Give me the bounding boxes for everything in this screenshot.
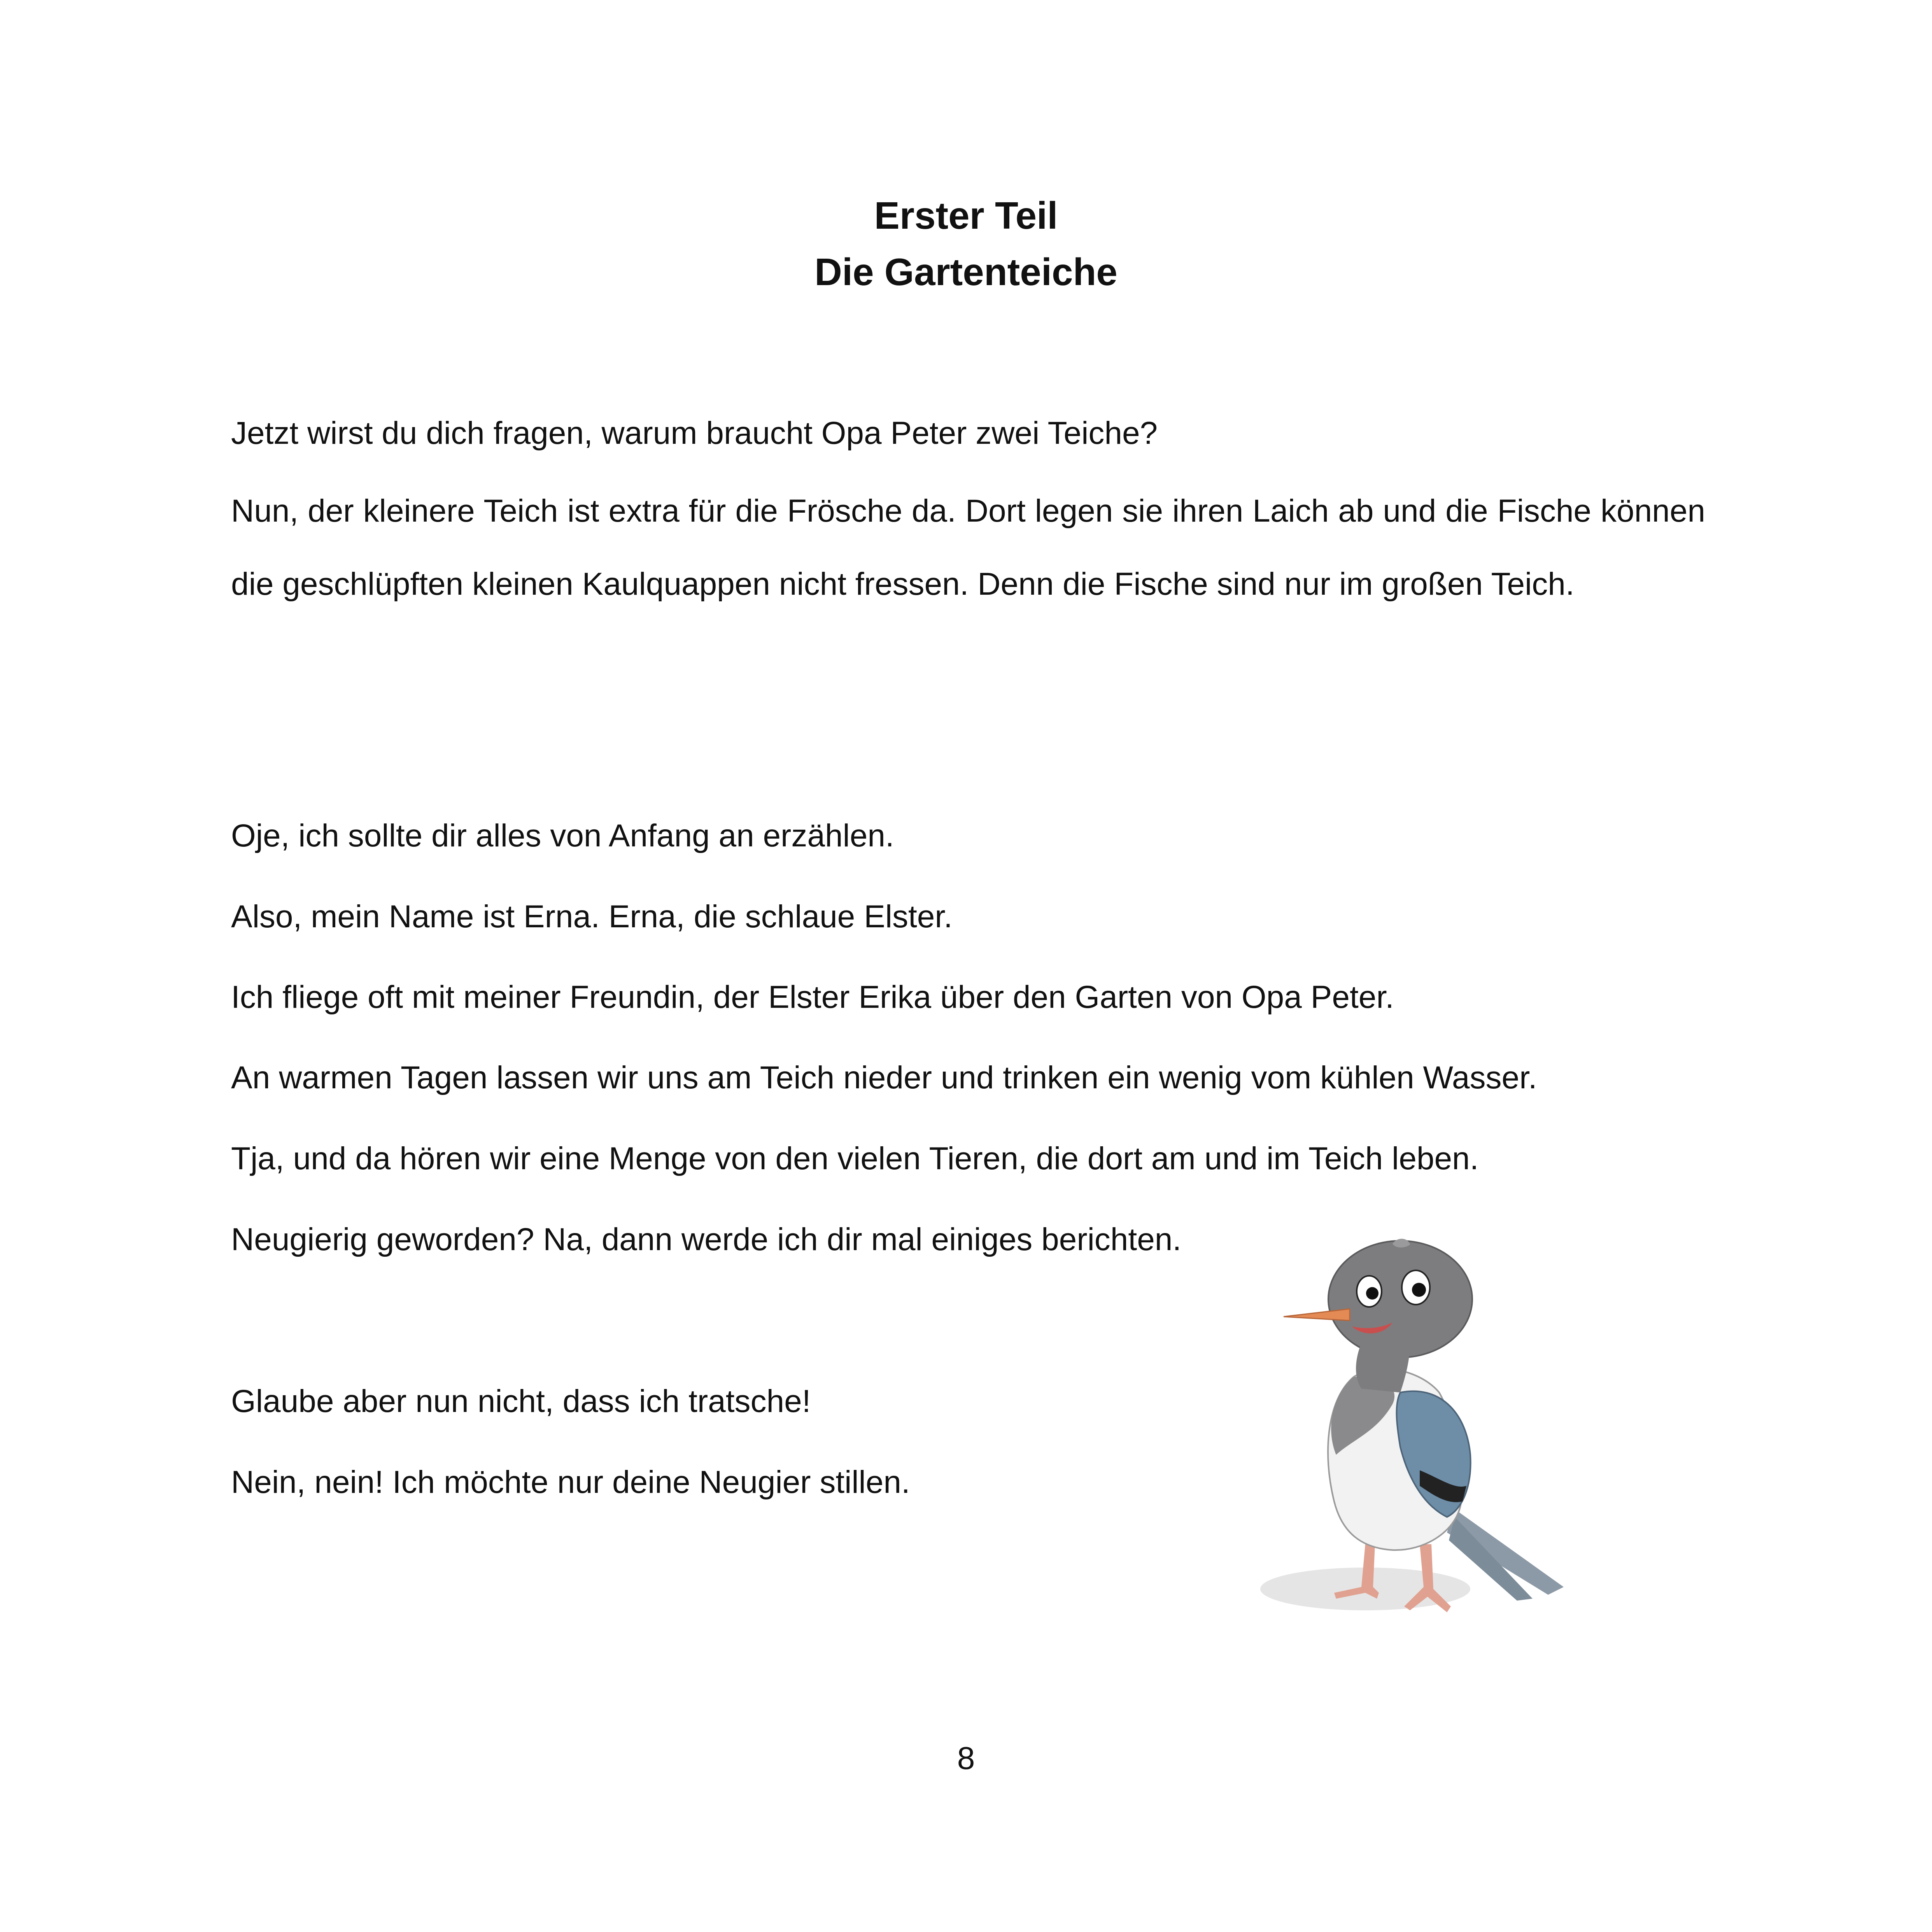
bird-neck xyxy=(1356,1334,1410,1393)
paragraph-3: Oje, ich sollte dir alles von Anfang an erzählen. xyxy=(231,818,894,853)
magpie-illustration xyxy=(1237,1237,1571,1657)
paragraph-9: Glaube aber nun nicht, dass ich tratsche! xyxy=(231,1384,811,1419)
paragraph-10: Nein, nein! Ich möchte nur deine Neugier stillen. xyxy=(231,1464,910,1500)
page-number: 8 xyxy=(957,1741,975,1776)
paragraph-5: Ich fliege oft mit meiner Freundin, der Elster Erika über den Garten von Opa Peter. xyxy=(231,979,1394,1015)
bird-beak xyxy=(1284,1309,1350,1321)
chapter-part-heading: Erster Teil xyxy=(874,194,1058,237)
paragraph-1: Jetzt wirst du dich fragen, warum braucht Opa Peter zwei Teiche? xyxy=(231,415,1158,451)
paragraph-4: Also, mein Name ist Erna. Erna, die schlaue Elster. xyxy=(231,899,953,934)
paragraph-7: Tja, und da hören wir eine Menge von den vielen Tieren, die dort am und im Teich leben. xyxy=(231,1141,1479,1176)
bird-left-pupil xyxy=(1366,1287,1378,1300)
paragraph-6: An warmen Tagen lassen wir uns am Teich nieder und trinken ein wenig vom kühlen Wasser. xyxy=(231,1060,1537,1095)
paragraph-2: Nun, der kleinere Teich ist extra für die Frösche da. Dort legen sie ihren Laich ab und die Fische können die geschlüpften kleinen Kaulquappen nicht fressen. Denn die Fische sind nur im großen Teich. xyxy=(231,493,1705,602)
chapter-title-heading: Die Gartenteiche xyxy=(814,250,1118,293)
bird-right-pupil xyxy=(1412,1283,1426,1297)
paragraph-8: Neugierig geworden? Na, dann werde ich dir mal einiges berichten. xyxy=(231,1222,1182,1257)
